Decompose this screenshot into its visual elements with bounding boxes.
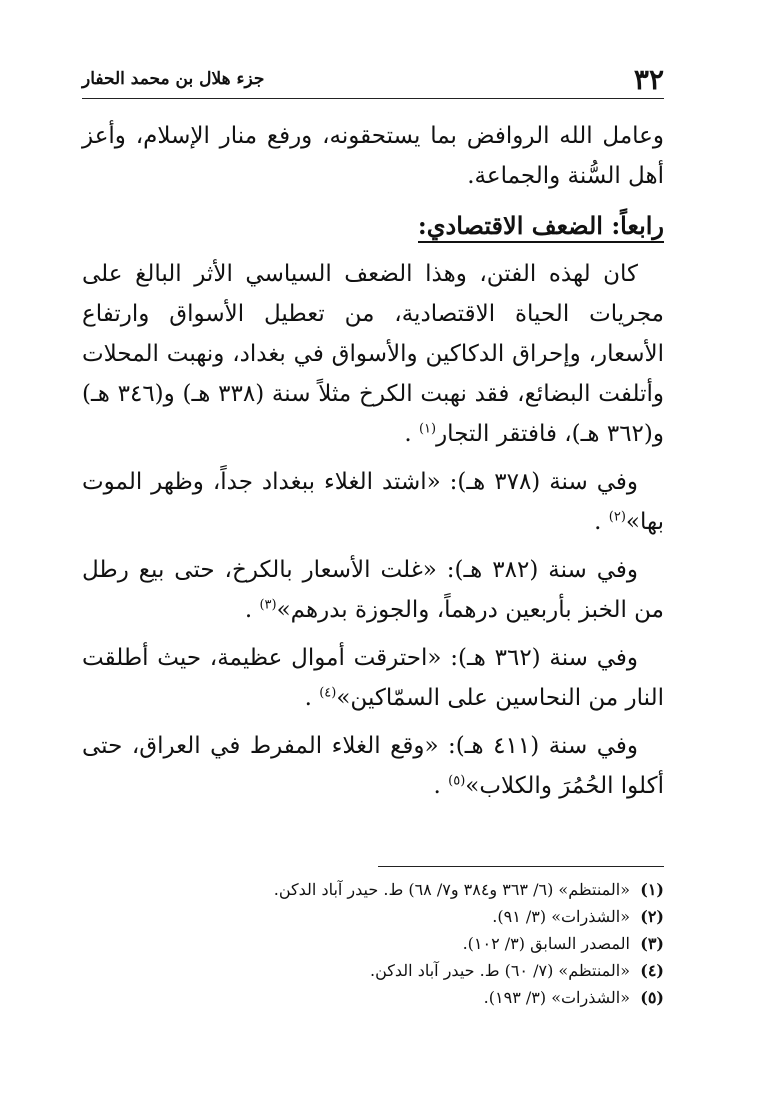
footnote-ref-1[interactable]: (١)	[418, 421, 437, 437]
footnote-item	[160, 957, 664, 984]
paragraph-text: وفي سنة (٤١١ هـ): «وقع الغلاء المفرط في العراق، حتى أكلوا الحُمُرَ والكلاب»	[82, 733, 664, 799]
footnote-item	[160, 903, 664, 930]
footnote-number: (٢)	[640, 907, 664, 926]
footnote-text: «الشذرات» (٣/ ١٩٣).	[483, 988, 630, 1007]
footnote-ref-2[interactable]: (٢)	[608, 509, 626, 525]
paragraph-text: كان لهذه الفتن، وهذا الضعف السياسي الأثر البالغ على مجريات الحياة الاقتصادية، من تعطيل الأسواق وارتفاع الأسعار، وإحراق الدكاكين والأسواق في بغداد، ونهبت المحلات وأتلفت البضائع، فقد نهبت الكرخ مثلاً سنة (٣٣٨ هـ) و(٣٤٦ هـ) و(٣٦٢ هـ)، فافتقر التجار	[82, 261, 664, 447]
section-heading	[82, 208, 664, 244]
page-number: ٣٢	[633, 62, 664, 96]
paragraph-text: وفي سنة (٣٧٨ هـ): «اشتد الغلاء ببغداد جداً، وظهر الموت بها»	[82, 469, 664, 535]
paragraph-year-362	[82, 638, 664, 718]
paragraph-intro: وعامل الله الروافض بما يستحقونه، ورفع منار الإسلام، وأعز أهل السُّنة والجماعة.	[82, 123, 664, 189]
footnote-text: «المنتظم» (٧/ ٦٠) ط. حيدر آباد الدكن.	[370, 961, 630, 980]
end-dot: .	[244, 597, 253, 623]
footnote-number: (٤)	[640, 961, 664, 980]
paragraph-text: وفي سنة (٣٦٢ هـ): «احترقت أموال عظيمة، حيث أطلقت النار من النحاسين على السمّاكين»	[82, 645, 664, 711]
footnote-number: (٥)	[640, 988, 664, 1007]
paragraph-text: وفي سنة (٣٨٢ هـ): «غلت الأسعار بالكرخ، حتى بيع رطل من الخبز بأربعين درهماً، والجوزة بدرهم»	[82, 557, 664, 623]
running-header	[82, 60, 664, 99]
end-dot: .	[433, 773, 441, 799]
end-dot: .	[404, 421, 412, 447]
end-dot: .	[304, 685, 312, 711]
footnote-number: (١)	[640, 880, 664, 899]
running-title: جزء هلال بن محمد الحفار	[82, 69, 265, 89]
footnote-ref-3[interactable]: (٣)	[259, 597, 277, 613]
main-text	[82, 116, 664, 806]
footnote-ref-4[interactable]: (٤)	[319, 685, 337, 701]
footnote-item	[160, 984, 664, 1011]
paragraph-year-382	[82, 550, 664, 630]
footnote-number: (٣)	[640, 934, 664, 953]
footnote-ref-5[interactable]: (٥)	[448, 773, 466, 789]
paragraph-year-411	[82, 726, 664, 806]
footnote-item	[160, 930, 664, 957]
paragraph-economic	[82, 254, 664, 454]
footnote-text: «المنتظم» (٦/ ٣٦٣ و٣٨٤ و٧/ ٦٨) ط. حيدر آباد الدكن.	[273, 880, 630, 899]
footnote-text: «الشذرات» (٣/ ٩١).	[492, 907, 630, 926]
section-heading-text: رابعاً: الضعف الاقتصادي:	[418, 211, 664, 243]
end-dot: .	[594, 509, 602, 535]
paragraph-year-378	[82, 462, 664, 542]
footnote-divider	[378, 866, 664, 867]
footnote-text: المصدر السابق (٣/ ١٠٢).	[462, 934, 630, 953]
footnotes-list	[160, 876, 664, 1011]
footnote-item	[160, 876, 664, 903]
